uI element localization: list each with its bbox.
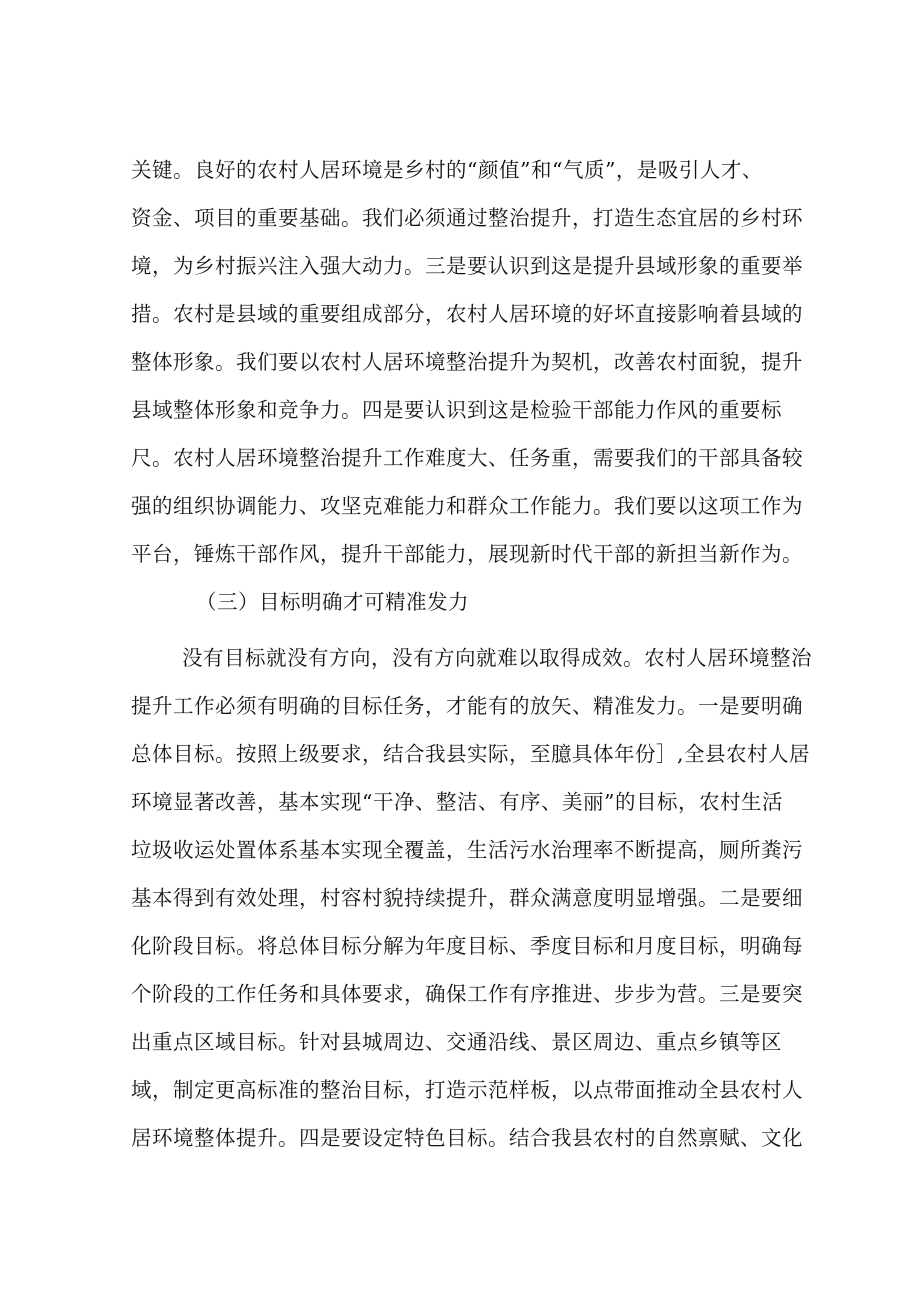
body-text-line: 资金、项目的重要基础。我们必须通过整治提升，打造生态宜居的乡村环	[131, 206, 803, 230]
body-text-line: 措。农村是县域的重要组成部分，农村人居环境的好坏直接影响着县域的	[131, 302, 803, 326]
body-text-line: 提升工作必须有明确的目标任务，才能有的放矢、精准发力。一是要明确	[131, 694, 803, 718]
body-text-line: 整体形象。我们要以农村人居环境整治提升为契机，改善农村面貌，提升	[131, 350, 803, 374]
body-text-line: 居环境整体提升。四是要设定特色目标。结合我县农村的自然禀赋、文化	[131, 1126, 803, 1150]
body-text-line: 没有目标就没有方向，没有方向就难以取得成效。农村人居环境整治	[182, 646, 812, 670]
body-text-line: 境，为乡村振兴注入强大动力。三是要认识到这是提升县域形象的重要举	[131, 254, 803, 278]
body-text-line: 县域整体形象和竞争力。四是要认识到这是检验干部能力作风的重要标	[131, 398, 782, 422]
body-text-line: 出重点区域目标。针对县城周边、交通沿线、景区周边、重点乡镇等区	[131, 1030, 782, 1054]
body-text-line: 基本得到有效处理，村容村貌持续提升，群众满意度明显增强。二是要细	[131, 886, 803, 910]
body-text-line: 尺。农村人居环境整治提升工作难度大、任务重，需要我们的干部具备较	[131, 446, 803, 470]
body-text-line: 强的组织协调能力、攻坚克难能力和群众工作能力。我们要以这项工作为	[131, 494, 803, 518]
body-text-line: 个阶段的工作任务和具体要求，确保工作有序推进、步步为营。三是要突	[131, 982, 803, 1006]
body-text-line: 垃圾收运处置体系基本实现全覆盖，生活污水治理率不断提高，厕所粪污	[131, 838, 803, 862]
body-text-line: 环境显著改善，基本实现“干净、整洁、有序、美丽”的目标，农村生活	[131, 790, 783, 814]
body-text-line: 平台，锤炼干部作风，提升干部能力，展现新时代干部的新担当新作为。	[131, 542, 803, 566]
body-text-line: 总体目标。按照上级要求，结合我县实际，至臆具体年份］,全县农村人居	[131, 742, 811, 766]
body-text-line: 化阶段目标。将总体目标分解为年度目标、季度目标和月度目标，明确每	[131, 934, 803, 958]
body-text-line: 关键。良好的农村人居环境是乡村的“颜值”和“气质”，是吸引人才、	[131, 158, 763, 182]
body-text-line: 域，制定更高标准的整治目标，打造示范样板，以点带面推动全县农村人	[131, 1078, 803, 1102]
section-heading: （三）目标明确才可精准发力	[196, 590, 469, 614]
